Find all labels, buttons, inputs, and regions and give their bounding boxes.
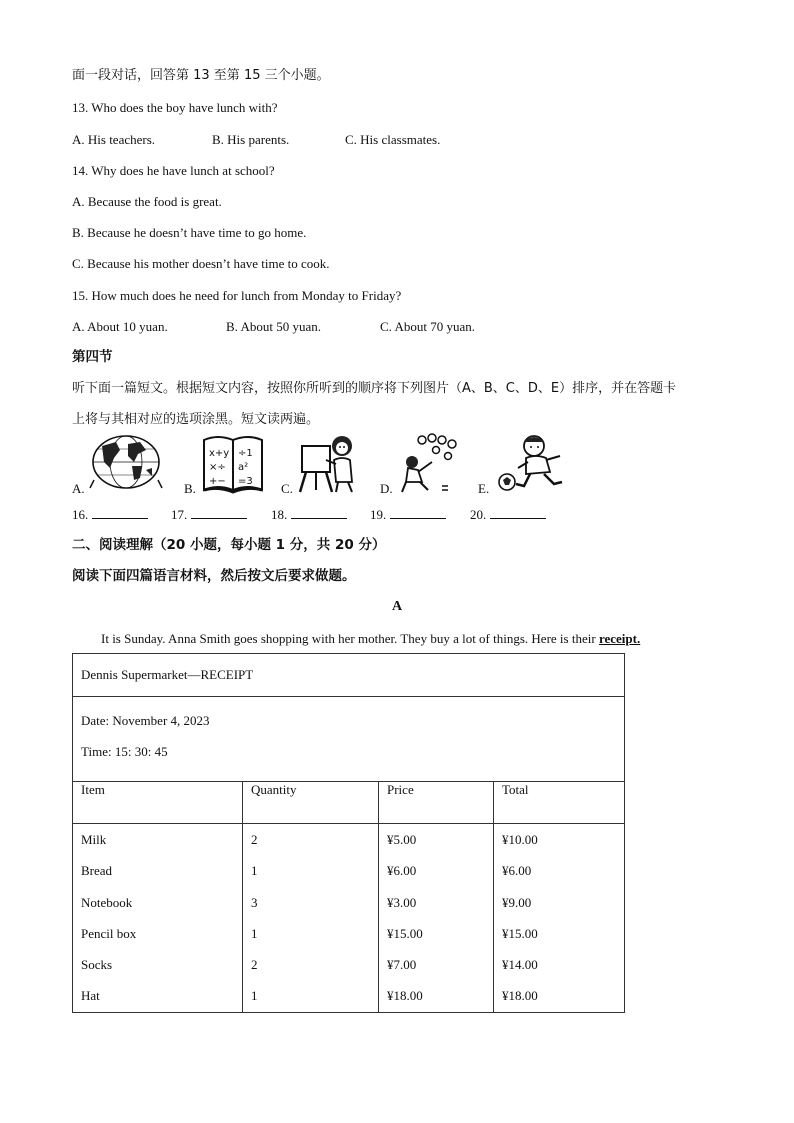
question-13-stem: 13. Who does the boy have lunch with?: [72, 100, 278, 115]
q13-option-b[interactable]: B. His parents.: [212, 132, 290, 147]
item-price: ¥5.00: [387, 832, 417, 847]
reading-part-title: 二、阅读理解（20 小题，每小题 1 分，共 20 分）: [72, 537, 386, 553]
picture-c-label: C.: [281, 481, 293, 496]
header-quantity: Quantity: [243, 782, 379, 824]
item-quantity: 2: [251, 957, 258, 973]
picture-d-label: D.: [380, 481, 393, 496]
item-price: ¥18.00: [387, 988, 423, 1004]
question-15-stem: 15. How much does he need for lunch from Monday to Friday?: [72, 288, 402, 303]
quantity-column: [243, 824, 379, 1013]
receipt-store-name: Dennis Supermarket—RECEIPT: [73, 654, 625, 697]
receipt-datetime: [73, 697, 625, 782]
item-total: ¥18.00: [502, 988, 538, 1004]
item-total: ¥14.00: [502, 957, 538, 973]
answer-blank-19[interactable]: 19.: [370, 506, 446, 523]
item-quantity: 2: [251, 832, 258, 847]
picture-e-label: E.: [478, 481, 490, 496]
item-price: ¥15.00: [387, 925, 423, 941]
item-price: ¥3.00: [387, 894, 417, 910]
reading-instruction: 阅读下面四篇语言材料，然后按文后要求做题。: [72, 568, 356, 584]
music-notes-icon: [398, 432, 468, 498]
receipt-items-row: [73, 824, 625, 1013]
q13-option-a[interactable]: A. His teachers.: [72, 132, 156, 147]
answer-blank-20[interactable]: 20.: [470, 506, 546, 523]
item-name: Notebook: [81, 894, 133, 910]
item-quantity: 1: [251, 863, 258, 879]
math-book-icon: [200, 432, 266, 498]
price-column: [379, 824, 494, 1013]
q15-option-c[interactable]: C. About 70 yuan.: [380, 319, 475, 334]
total-column: [494, 824, 625, 1013]
q15-option-b[interactable]: B. About 50 yuan.: [226, 319, 321, 334]
header-price: Price: [379, 782, 494, 824]
section-4-title: 第四节: [72, 349, 113, 365]
receipt-table: [72, 653, 625, 1013]
item-total: ¥9.00: [502, 894, 532, 910]
section-4-instruction-line1: 听下面一篇短文。根据短文内容，按照你所听到的顺序将下列图片（A、B、C、D、E）排序，并在答题卡: [72, 381, 677, 396]
svg-text:+−: +−: [209, 476, 226, 487]
listening-intro: 面一段对话，回答第 13 至第 15 三个小题。: [72, 68, 330, 83]
item-name: Hat: [81, 988, 100, 1004]
item-name: Pencil box: [81, 925, 137, 941]
passage-letter: A: [391, 599, 403, 614]
q15-option-a[interactable]: A. About 10 yuan.: [72, 319, 168, 334]
svg-text:×÷: ×÷: [209, 462, 226, 473]
receipt-time: Time: 15: 30: 45: [81, 744, 168, 759]
picture-b-label: B.: [184, 481, 196, 496]
football-player-icon: [496, 432, 566, 498]
item-name: Bread: [81, 863, 113, 879]
item-quantity: 1: [251, 925, 258, 941]
item-total: ¥15.00: [502, 925, 538, 941]
header-total: Total: [494, 782, 625, 824]
svg-text:÷1: ÷1: [238, 448, 253, 459]
picture-a-label: A.: [72, 481, 85, 496]
passage-intro: It is Sunday. Anna Smith goes shopping with her mother. They buy a lot of things. Here is their receipt.: [101, 631, 641, 646]
header-item: Item: [73, 782, 243, 824]
item-quantity: 1: [251, 988, 258, 1004]
painting-easel-icon: [296, 432, 362, 498]
receipt-date: Date: November 4, 2023: [81, 713, 210, 728]
receipt-header-row: [73, 782, 625, 824]
q13-option-c[interactable]: C. His classmates.: [345, 132, 441, 147]
item-name: Socks: [81, 957, 113, 973]
section-4-instruction-line2: 上将与其相对应的选项涂黑。短文读两遍。: [72, 412, 320, 427]
globe-icon: [88, 432, 166, 496]
q14-option-b[interactable]: B. Because he doesn’t have time to go home.: [72, 225, 307, 240]
q14-option-c[interactable]: C. Because his mother doesn’t have time to cook.: [72, 256, 330, 271]
answer-blank-17[interactable]: 17.: [171, 506, 247, 523]
svg-text:a²: a²: [238, 462, 249, 473]
svg-text:=3: =3: [238, 476, 253, 487]
receipt-keyword: receipt.: [598, 631, 641, 646]
answer-blank-18[interactable]: 18.: [271, 506, 347, 523]
answer-blank-16[interactable]: 16.: [72, 506, 148, 523]
question-14-stem: 14. Why does he have lunch at school?: [72, 163, 275, 178]
item-name: Milk: [81, 832, 107, 847]
item-total: ¥6.00: [502, 863, 532, 879]
item-quantity: 3: [251, 894, 258, 910]
item-total: ¥10.00: [502, 832, 538, 847]
item-price: ¥7.00: [387, 957, 417, 973]
q14-option-a[interactable]: A. Because the food is great.: [72, 194, 222, 209]
svg-text:x+y: x+y: [209, 448, 230, 459]
item-price: ¥6.00: [387, 863, 417, 879]
item-column: [73, 824, 243, 1013]
